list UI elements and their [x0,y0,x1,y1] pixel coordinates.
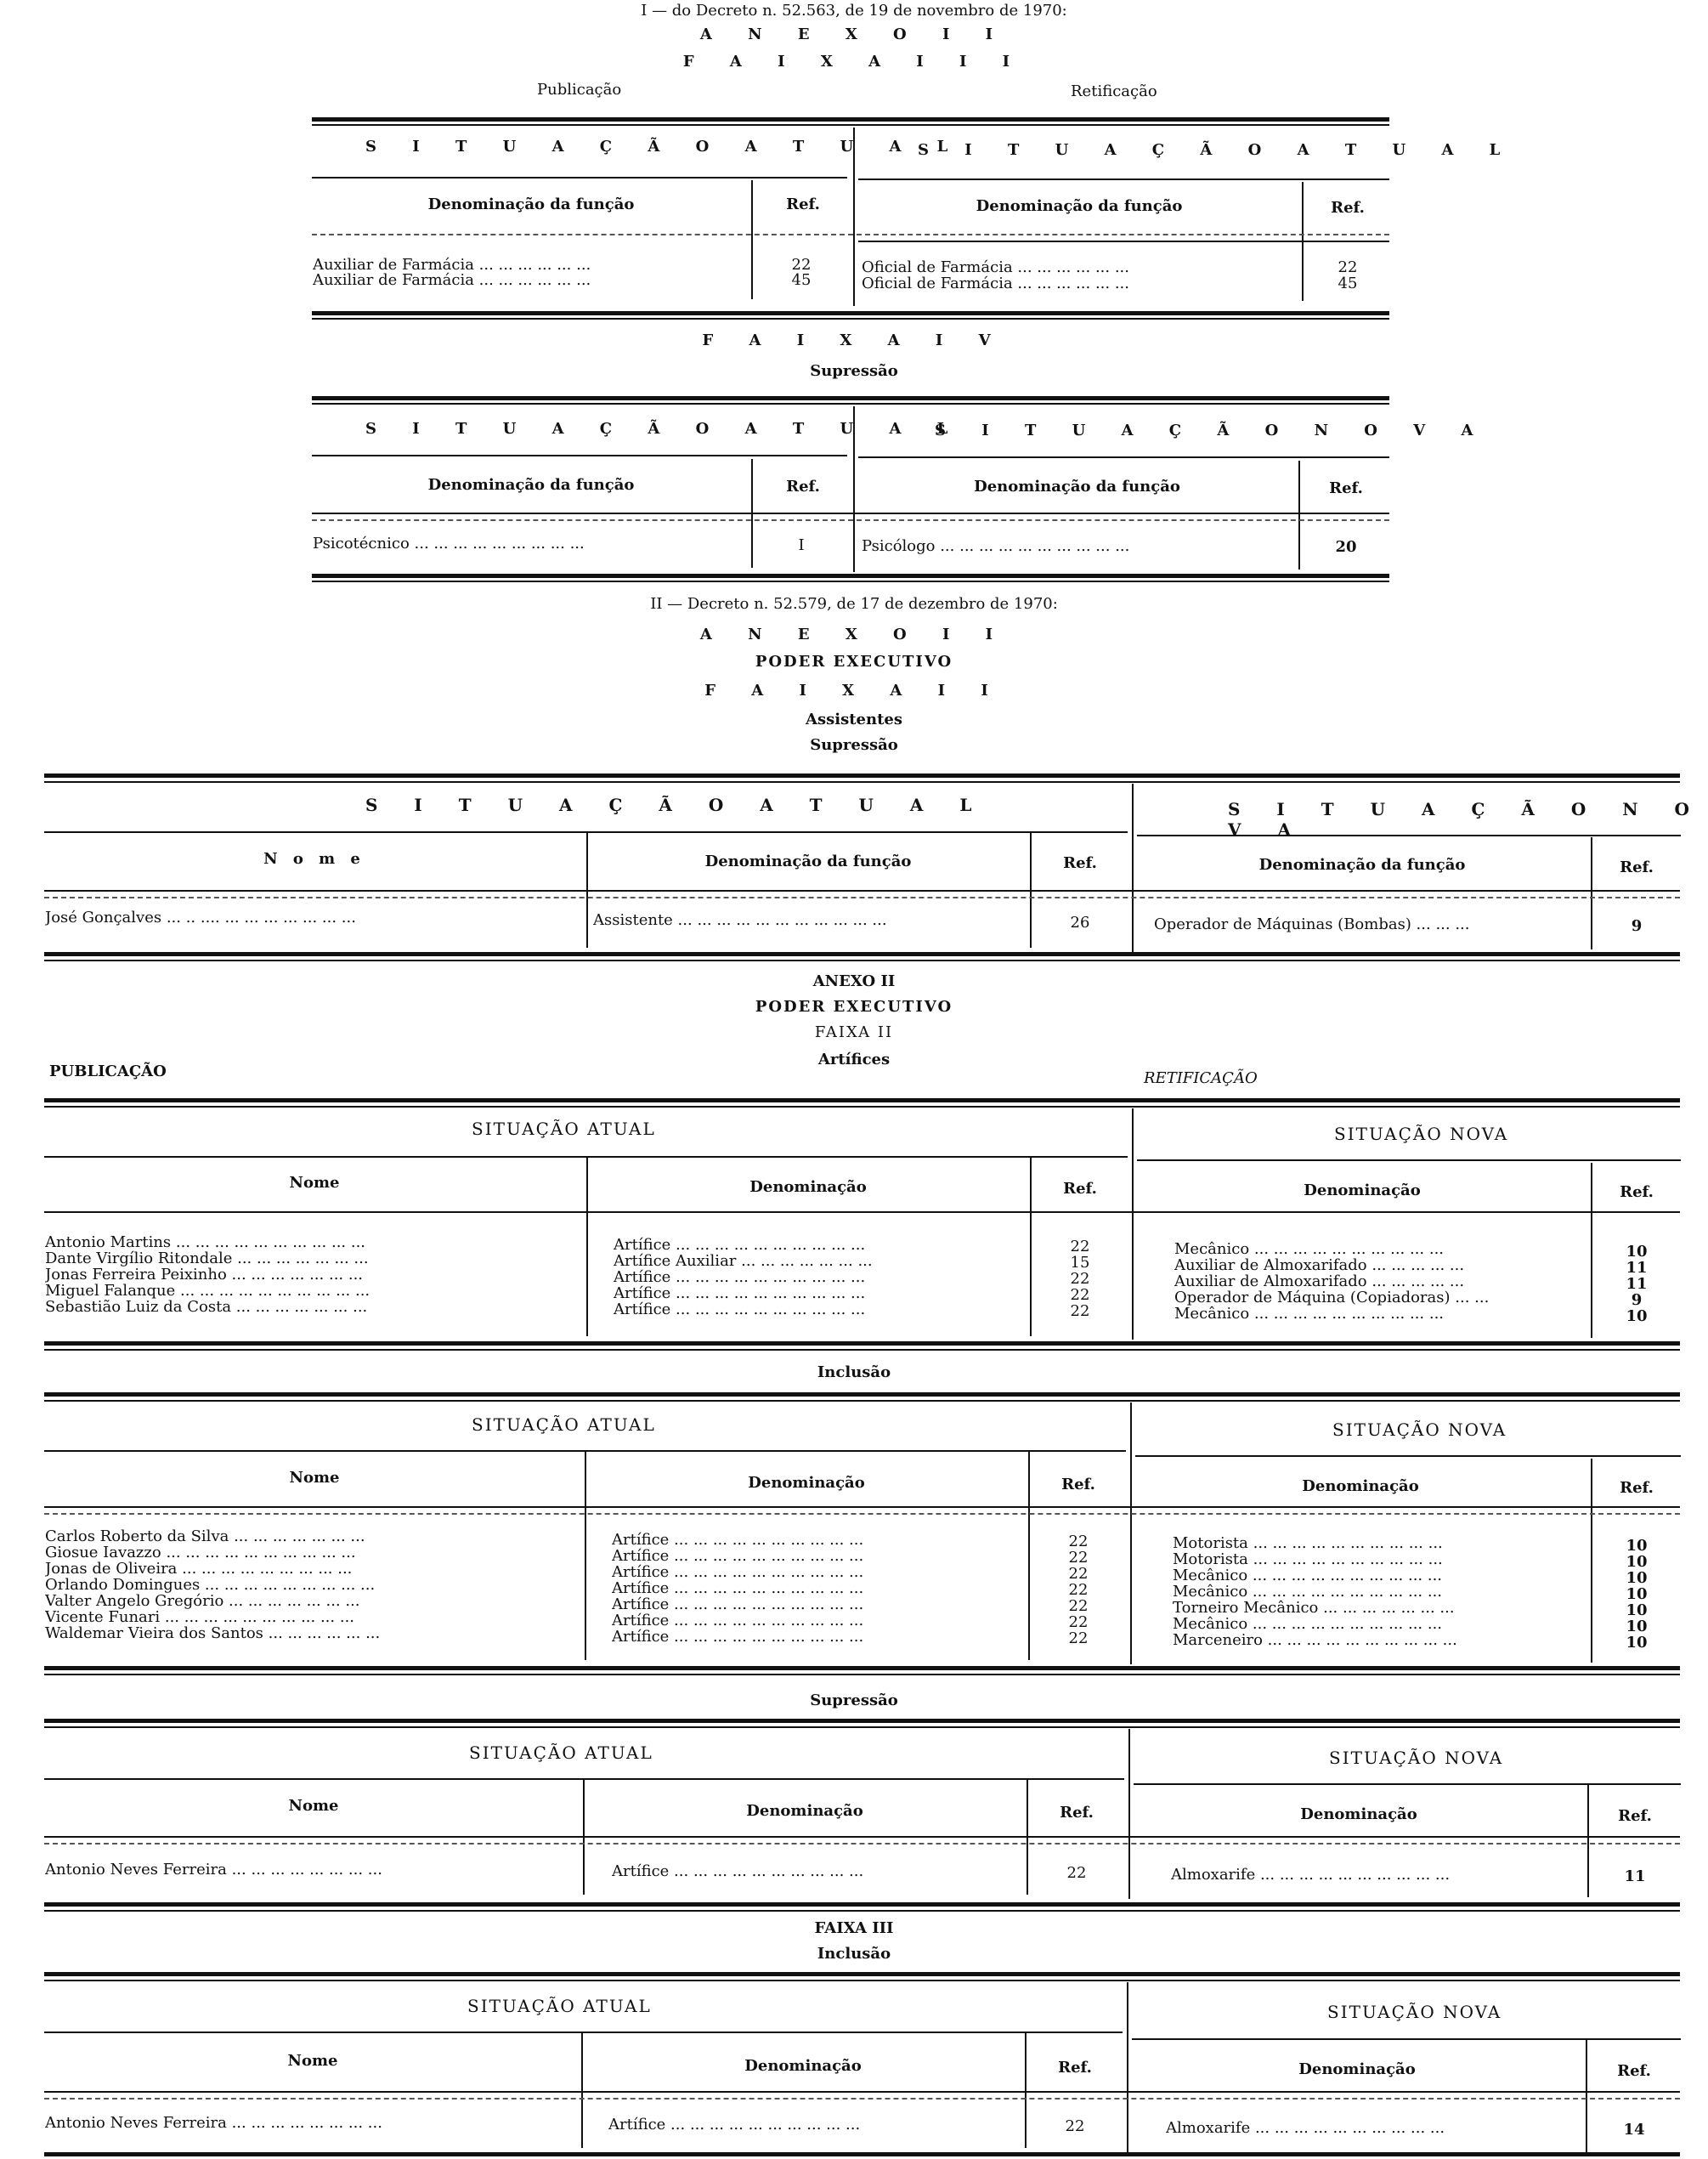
table-row: Auxiliar de Farmácia ... ... ... ... ... ... [313,272,591,289]
s3-left-title: S I T U A Ç Ã O A T U A L [365,795,987,815]
s4-col-new-denom: Denominação [1304,1182,1421,1199]
ref-value: 10 [1626,1538,1648,1555]
s6-right-title: SITUAÇÃO NOVA [1329,1748,1504,1768]
s4-col-ref: Ref. [1063,1180,1097,1198]
table-row: Orlando Domingues ... ... ... ... ... ... ... ... ... [45,1577,376,1594]
table-row: Waldemar Vieira dos Santos ... ... ... ... ... ... [45,1625,381,1642]
table-row: Antonio Neves Ferreira ... ... ... ... ... ... ... ... [45,1862,382,1878]
ref-value: 22 [1068,1533,1089,1550]
new-denominacao-value: Operador de Máquina (Copiadoras) ... ... [1174,1289,1490,1306]
ref-value: 22 [1065,2118,1085,2135]
table-row: Jonas de Oliveira ... ... ... ... ... ... ... ... ... [45,1561,353,1578]
ref-value: 9 [1631,1292,1643,1309]
denominacao-value: Artífice ... ... ... ... ... ... ... ... ... ... [612,1580,864,1597]
new-denominacao-value: Auxiliar de Almoxarifado ... ... ... ... ... [1174,1257,1465,1274]
ref-value: 22 [1070,1287,1090,1304]
denominacao-value: Artífice ... ... ... ... ... ... ... ... ... ... [612,1532,864,1549]
ref-value: 22 [1066,1865,1087,1882]
ref-value: 22 [1070,1271,1090,1288]
table-row: Antonio Neves Ferreira ... ... ... ... ... ... ... ... [45,2115,382,2132]
s6-col-new-ref: Ref. [1618,1807,1652,1825]
new-denominacao-value: Auxiliar de Almoxarifado ... ... ... ... ... [1174,1273,1465,1290]
s2-col-func: Denominação da função [427,476,635,494]
denominacao-value: Artífice Auxiliar ... ... ... ... ... ... ... [614,1253,873,1270]
ref-value: 22 [791,257,812,274]
s3-col-nome: N o m e [263,850,365,868]
poder-executivo-heading: PODER EXECUTIVO [755,653,953,671]
s3-col-new-ref: Ref. [1620,858,1654,876]
s5-col-nome: Nome [289,1469,340,1487]
s6-col-ref: Ref. [1060,1804,1094,1822]
new-denominacao-value: Mecânico ... ... ... ... ... ... ... ... ... ... [1174,1241,1445,1258]
faixa-ii-heading: F A I X A I I [704,682,1004,700]
denominacao-value: Artífice ... ... ... ... ... ... ... ... ... ... [614,1285,866,1302]
new-denominacao-value: Mecânico ... ... ... ... ... ... ... ... ... ... [1174,1306,1445,1323]
denominacao-value: Artífice ... ... ... ... ... ... ... ... ... ... [612,1629,864,1646]
ref-value: 22 [1068,1550,1089,1567]
s1-col-func-right: Denominação da função [976,197,1183,215]
ref-value: 22 [1068,1566,1089,1583]
s7-left-title: SITUAÇÃO ATUAL [467,1996,652,2016]
publicacao-label-2: PUBLICAÇÃO [49,1062,167,1080]
table-row: Valter Angelo Gregório ... ... ... ... ... ... ... [45,1593,360,1610]
s4-right-title: SITUAÇÃO NOVA [1334,1124,1509,1144]
s7-col-new-denom: Denominação [1298,2060,1416,2078]
retificacao-label: Retificação [1071,82,1157,100]
new-denominacao-value: Mecânico ... ... ... ... ... ... ... ... ... ... [1173,1616,1443,1633]
denominacao-value: Assistente ... ... ... ... ... ... ... ... ... ... ... [593,912,887,929]
ref-value: 15 [1070,1255,1090,1272]
ref-value: 10 [1626,1244,1648,1261]
denominacao-value: Artífice ... ... ... ... ... ... ... ... ... ... [608,2116,861,2134]
s7-col-ref: Ref. [1058,2059,1092,2077]
table-row: Oficial de Farmácia ... ... ... ... ... ... [862,259,1129,276]
table-row: Sebastião Luiz da Costa ... ... ... ... ... ... ... [45,1299,368,1316]
s3-col-new-func: Denominação da função [1258,856,1466,874]
s4-col-nome: Nome [289,1174,340,1192]
new-denominacao-value: Operador de Máquinas (Bombas) ... ... ... [1154,916,1470,933]
s1-col-ref: Ref. [786,196,820,213]
anexo-ii-heading: A N E X O I I [699,626,1009,643]
s4-col-denom: Denominação [749,1178,867,1196]
publicacao-label: Publicação [537,81,622,99]
s6-col-denom: Denominação [746,1802,863,1820]
s6-col-new-denom: Denominação [1300,1805,1417,1823]
table-row: Oficial de Farmácia ... ... ... ... ... ... [862,275,1129,292]
new-denominacao-value: Mecânico ... ... ... ... ... ... ... ... ... ... [1173,1584,1443,1601]
ref-value: 14 [1623,2122,1645,2139]
decree-heading-1: I — do Decreto n. 52.563, de 19 de novembro de 1970: [641,2,1067,20]
ref-value: 22 [1068,1630,1089,1647]
table-row: Psicólogo ... ... ... ... ... ... ... ... ... ... [862,538,1130,555]
ref-value: 45 [1338,275,1358,292]
ref-value: 45 [791,272,812,289]
table-row: Psicotécnico ... ... ... ... ... ... ... ... ... [313,536,585,552]
s5-left-title: SITUAÇÃO ATUAL [472,1414,656,1435]
new-denominacao-value: Motorista ... ... ... ... ... ... ... ... ... ... [1173,1535,1443,1552]
anexo-heading: A N E X O I I [699,26,1009,43]
table-row: Antonio Martins ... ... ... ... ... ... ... ... ... ... [45,1234,366,1251]
new-denominacao-value: Motorista ... ... ... ... ... ... ... ... ... ... [1173,1551,1443,1568]
poder-executivo-heading-2: PODER EXECUTIVO [755,998,953,1016]
s5-right-title: SITUAÇÃO NOVA [1332,1420,1507,1440]
faixa-iii-heading: FAIXA III [814,1919,894,1937]
s2-col-ref: Ref. [786,478,820,496]
ref-value: 10 [1626,1308,1648,1325]
ref-value: 22 [1070,1303,1090,1320]
ref-value: 10 [1626,1586,1648,1603]
assistentes-label: Assistentes [806,711,902,728]
table-row: Jonas Ferreira Peixinho ... ... ... ... ... ... ... [45,1266,364,1284]
s7-right-title: SITUAÇÃO NOVA [1327,2002,1502,2022]
s3-right-title: S I T U A Ç Ã O N O V A [1228,799,1705,840]
ref-value: 26 [1070,915,1090,932]
ref-value: 22 [1068,1582,1089,1599]
s5-col-denom: Denominação [748,1474,865,1492]
s4-left-title: SITUAÇÃO ATUAL [472,1119,656,1139]
ref-value: 11 [1626,1260,1648,1277]
s7-col-nome: Nome [287,2052,338,2070]
inclusao-label-2: Inclusão [817,1945,891,1963]
s7-col-new-ref: Ref. [1617,2062,1651,2080]
s3-col-ref: Ref. [1063,854,1097,872]
s2-left-title: S I T U A Ç Ã O A T U A L [365,420,964,438]
supressao-label: Supressão [810,362,898,380]
denominacao-value: Artífice ... ... ... ... ... ... ... ... ... ... [614,1301,866,1318]
faixa-ii-heading-2: FAIXA II [814,1023,894,1041]
table-row: Vicente Funari ... ... ... ... ... ... ... ... ... ... [45,1609,355,1626]
denominacao-value: Artífice ... ... ... ... ... ... ... ... ... ... [612,1548,864,1565]
table-row: Dante Virgílio Ritondale ... ... ... ... ... ... ... [45,1250,369,1267]
s2-col-func-right: Denominação da função [974,478,1180,496]
ref-value: 22 [1068,1598,1089,1615]
ref-value: 22 [1068,1614,1089,1631]
s2-right-title: S I T U A Ç Ã O N O V A [935,422,1489,439]
denominacao-value: Artífice ... ... ... ... ... ... ... ... ... ... [614,1237,866,1254]
ref-value: 10 [1626,1618,1648,1635]
ref-value: 11 [1624,1868,1646,1885]
table-row: José Gonçalves ... .. .... ... ... ... ... ... ... ... [45,910,356,926]
new-denominacao-value: Marceneiro ... ... ... ... ... ... ... ... ... ... [1173,1632,1457,1649]
faixa-iv-heading: F A I X A I V [702,332,1006,349]
ref-value: 10 [1626,1635,1648,1652]
s2-col-ref-right: Ref. [1329,479,1363,497]
supressao-label-2: Supressão [810,736,898,754]
denominacao-value: Artífice ... ... ... ... ... ... ... ... ... ... [612,1612,864,1629]
new-denominacao-value: Almoxarife ... ... ... ... ... ... ... ... ... ... [1171,1867,1451,1884]
s1-right-title: S I T U A Ç Ã O A T U A L [918,141,1516,159]
s3-col-func: Denominação da função [704,853,912,870]
new-denominacao-value: Mecânico ... ... ... ... ... ... ... ... ... ... [1173,1567,1443,1584]
s1-col-ref-right: Ref. [1331,199,1365,217]
s6-left-title: SITUAÇÃO ATUAL [469,1742,653,1763]
retificacao-label-2: RETIFICAÇÃO [1144,1069,1258,1087]
s1-col-func: Denominação da função [427,196,635,213]
s6-col-nome: Nome [288,1797,339,1815]
ref-value: 9 [1631,918,1643,935]
ref-value: 22 [1070,1238,1090,1255]
denominacao-value: Artífice ... ... ... ... ... ... ... ... ... ... [612,1564,864,1581]
ref-value: 10 [1626,1570,1648,1587]
s5-col-new-ref: Ref. [1620,1479,1654,1497]
faixa-heading: F A I X A I I I [682,53,1026,71]
denominacao-value: Artífice ... ... ... ... ... ... ... ... ... ... [612,1596,864,1613]
table-row: Auxiliar de Farmácia ... ... ... ... ... ... [313,257,591,274]
anexo-ii-heading-2: ANEXO II [812,972,896,990]
s5-col-new-denom: Denominação [1302,1477,1419,1495]
s4-col-new-ref: Ref. [1620,1183,1654,1201]
ref-value: 20 [1335,539,1357,556]
table-row: Giosue Iavazzo ... ... ... ... ... ... ... ... ... ... [45,1544,356,1561]
denominacao-value: Artífice ... ... ... ... ... ... ... ... ... ... [614,1269,866,1286]
ref-value: 10 [1626,1554,1648,1571]
s5-col-ref: Ref. [1061,1476,1095,1493]
new-denominacao-value: Almoxarife ... ... ... ... ... ... ... ... ... ... [1166,2120,1445,2137]
ref-value: 22 [1338,259,1358,276]
decree-heading-2: II — Decreto n. 52.579, de 17 de dezembro de 1970: [650,595,1058,613]
artifices-label: Artífices [817,1051,891,1068]
table-row: Miguel Falanque ... ... ... ... ... ... ... ... ... ... [45,1283,370,1300]
ref-value: 11 [1626,1276,1648,1293]
ref-value: I [798,537,805,554]
table-row: Carlos Roberto da Silva ... ... ... ... ... ... ... [45,1528,365,1545]
ref-value: 10 [1626,1602,1648,1619]
denominacao-value: Artífice ... ... ... ... ... ... ... ... ... ... [612,1863,864,1880]
s7-col-denom: Denominação [744,2057,862,2075]
supressao-label-3: Supressão [810,1692,898,1709]
s1-left-title: S I T U A Ç Ã O A T U A L [365,138,964,156]
new-denominacao-value: Torneiro Mecânico ... ... ... ... ... ... ... [1173,1600,1455,1617]
inclusao-label: Inclusão [817,1363,891,1381]
